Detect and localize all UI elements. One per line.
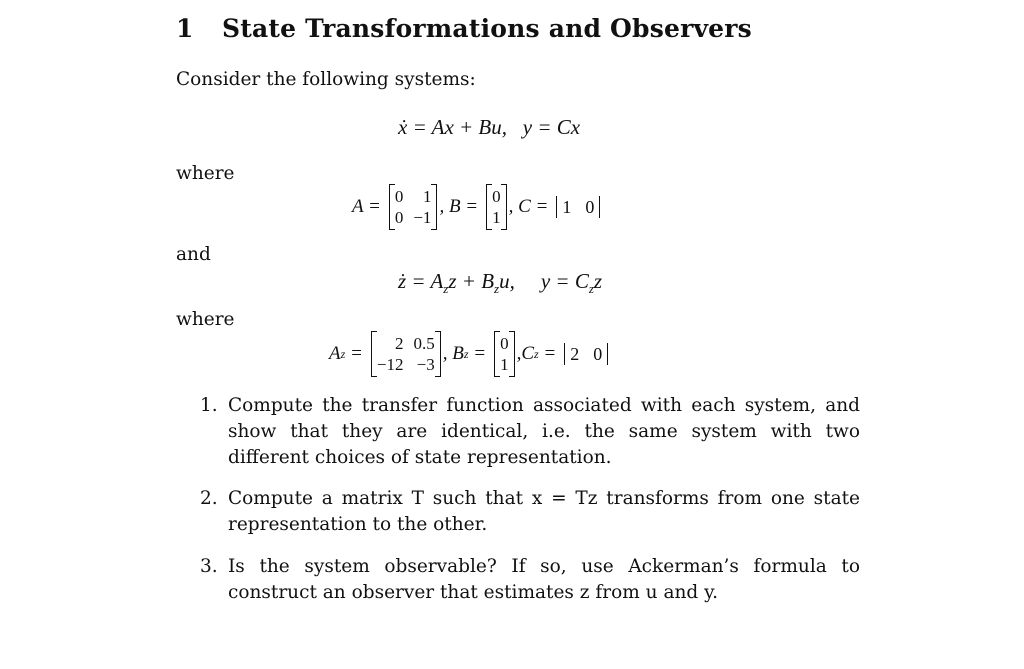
list-item-text: Is the system observable? If so, use Ackerman’s formula to construct an observer that estimates z from u and y. [228,556,860,603]
eq2-lhs: ż = [398,269,431,293]
matrix-cell: 0.5 [413,334,435,353]
matrix-b-label: , B = [439,196,479,217]
where-label-2: where [176,309,235,330]
eq2-sub: z [588,281,594,297]
matrix-az-label: A [329,343,341,364]
matrix-cz-sub: z [534,346,539,361]
equation-1-text: ẋ = Ax + Bu, y = Cx [398,115,581,139]
where-label-1: where [176,163,235,184]
eq2-sub: z [443,281,449,297]
matrix-cell: 0 [593,344,603,364]
section-number: 1 [176,14,194,43]
eq2-sub: z [494,281,500,297]
equals-sign: = [345,343,363,364]
matrix-cell: 1 [500,355,509,374]
list-item-text: Compute a matrix T such that x = Tz transforms from one state representation to the other. [228,488,860,535]
eq2-c-tail: z [593,269,603,293]
eq2-a: A [430,269,444,293]
matrix-c-label: , C = [508,196,549,217]
matrix-cell: 2 [394,334,404,353]
matrix-cell: 2 [570,344,580,364]
matrix-b [486,184,507,230]
eq2-a-tail: z + [448,269,482,293]
matrix-cell: 0 [394,187,404,206]
matrix-cell: 0 [492,187,501,206]
matrix-cell: 0 [500,334,509,353]
and-label: and [176,244,211,265]
equation-system-2 [398,269,602,297]
matrix-cell: 1 [492,208,501,227]
matrix-a-label: A = [352,196,381,217]
system-1-matrices [352,182,602,232]
list-item-number: 2. [200,488,218,509]
eq2-b: B [481,269,495,293]
matrix-az [371,331,441,377]
list-item [200,554,860,606]
matrix-bz-sub: z [463,346,469,361]
matrix-cell: −12 [376,355,404,374]
matrix-cell: 0 [585,197,595,217]
section-title: State Transformations and Observers [222,14,752,43]
intro-text: Consider the following systems: [176,69,476,90]
matrix-az-sub: z [340,346,346,361]
list-item-number: 1. [200,395,218,416]
matrix-cell: −3 [416,355,435,374]
comma: , [516,343,522,364]
list-item [200,486,860,538]
matrix-cell: 1 [422,187,432,206]
list-item-number: 3. [200,556,218,577]
matrix-cz [564,343,608,365]
matrix-c [556,196,600,218]
eq2-c: C [574,269,589,293]
matrix-cz-label: C [521,343,534,364]
section-heading [176,14,752,43]
list-item [200,393,860,471]
matrix-cell: −1 [413,208,432,227]
equation-system-1 [398,115,580,140]
matrix-a [389,184,438,230]
equals-sign: = [538,343,557,364]
list-item-text: Compute the transfer function associated with each system, and show that they are identical, i.e. the same system with two different choices of state representation. [228,395,860,468]
matrix-bz-label: B [452,343,464,364]
matrix-bz [494,331,515,377]
matrix-cell: 0 [394,208,404,227]
equals-sign: = [468,343,487,364]
eq2-b-tail: u, [499,269,515,293]
eq2-y: y = [540,269,575,293]
comma: , [442,343,453,364]
system-2-matrices [329,329,610,379]
matrix-cell: 1 [562,197,572,217]
